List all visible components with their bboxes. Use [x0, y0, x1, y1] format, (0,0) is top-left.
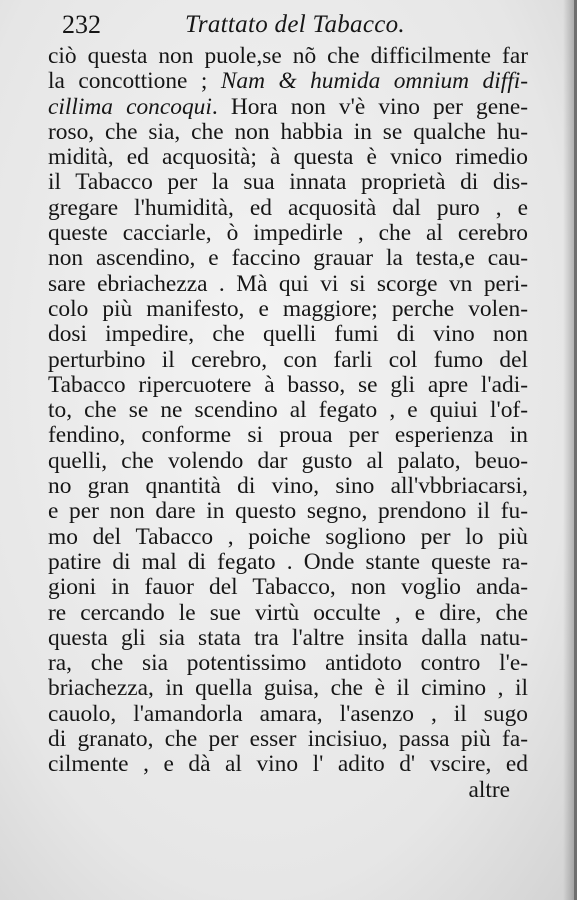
text-roman: queste cacciarle, ò impedirle , che al cerebro — [48, 220, 528, 247]
text-roman: di granato, che per esser incisiuo, passa più fa- — [48, 726, 528, 753]
text-roman: quelli, che volendo dar gusto al palato, beuo- — [48, 447, 528, 474]
text-line — [48, 95, 528, 120]
text-roman: Tabacco ripercuotere à basso, se gli apre l'adi- — [48, 371, 528, 398]
text-roman: re cercando le sue virtù occulte , e dire, che — [48, 599, 528, 626]
text-italic: cillima concoqui — [48, 93, 212, 120]
page-header — [62, 8, 532, 42]
body-text — [48, 44, 528, 803]
text-line — [48, 499, 528, 524]
text-line — [48, 145, 528, 170]
text-roman: colo più manifesto, e maggiore; perche volen- — [48, 295, 528, 322]
text-line — [48, 322, 528, 347]
text-roman: questa gli sia stata tra l'altre insita dalla natu- — [48, 624, 528, 651]
text-line — [48, 676, 528, 701]
text-roman: sare ebriachezza . Mà qui vi si scorge vn peri- — [48, 270, 528, 297]
text-roman: ciò questa non puole,se nõ che difficilmente far — [48, 43, 528, 69]
text-roman: patire di mal di fegato . Onde stante queste ra- — [48, 548, 528, 575]
text-roman: fendino, conforme si proua per esperienza in — [48, 422, 528, 449]
text-line — [48, 348, 528, 373]
text-line — [48, 246, 528, 271]
text-roman: to, che se ne scendino al fegato , e quiui l'of- — [48, 397, 528, 424]
text-roman: la concottione ; — [48, 68, 221, 95]
catchword: altre — [468, 776, 510, 803]
text-roman: cauolo, l'amandorla amara, l'asenzo , il sugo — [48, 700, 528, 727]
text-line — [48, 196, 528, 221]
text-roman: non ascendino, e faccino grauar la testa,e cau- — [48, 245, 528, 272]
text-line — [48, 651, 528, 676]
text-roman: dosi impedire, che quelli fumi di vino non — [48, 321, 528, 348]
text-roman: gregare l'humidità, ed acquosità dal puro , e — [48, 194, 528, 221]
text-roman: no gran qnantità di vino, sino all'vbbriacarsi, — [48, 473, 528, 500]
running-head: Trattato del Tabacco. — [185, 11, 405, 38]
text-italic: Nam & humida omnium diffi- — [220, 68, 528, 95]
text-roman: roso, che sia, che non habbia in se qualche hu- — [48, 118, 528, 145]
text-line — [48, 221, 528, 246]
text-line — [48, 626, 528, 651]
text-roman: cilmente , e dà al vino l' adito d' vscire, ed — [48, 751, 528, 778]
text-line — [48, 373, 528, 398]
text-line — [48, 297, 528, 322]
text-line — [48, 474, 528, 499]
text-roman: midità, ed acquosità; à questa è vnico rimedio — [48, 144, 528, 171]
text-line — [48, 44, 528, 69]
text-line — [48, 575, 528, 600]
text-roman: . Hora non v'è vino per gene- — [211, 93, 528, 120]
text-line — [48, 752, 528, 777]
text-line — [48, 702, 528, 727]
text-line — [48, 120, 528, 145]
text-line — [48, 69, 528, 94]
text-roman: ra, che sia potentissimo antidoto contro l'e- — [48, 650, 528, 677]
text-line — [48, 449, 528, 474]
text-roman: perturbino il cerebro, con farli col fumo del — [48, 346, 528, 373]
text-line — [48, 423, 528, 448]
page-number: 232 — [62, 10, 101, 39]
text-line — [48, 550, 528, 575]
text-line — [48, 601, 528, 626]
text-line — [48, 170, 528, 195]
text-roman: il Tabacco per la sua innata proprietà di dis- — [48, 169, 528, 196]
text-line — [48, 272, 528, 297]
text-roman: e per non dare in questo segno, prendono il fu- — [48, 498, 528, 525]
text-roman: gioni in fauor del Tabacco, non voglio anda- — [48, 574, 528, 601]
text-roman: briachezza, in quella guisa, che è il cimino , il — [48, 675, 528, 702]
text-line — [48, 727, 528, 752]
text-line — [48, 398, 528, 423]
text-roman: mo del Tabacco , poiche sogliono per lo più — [48, 523, 528, 550]
text-line — [48, 525, 528, 550]
